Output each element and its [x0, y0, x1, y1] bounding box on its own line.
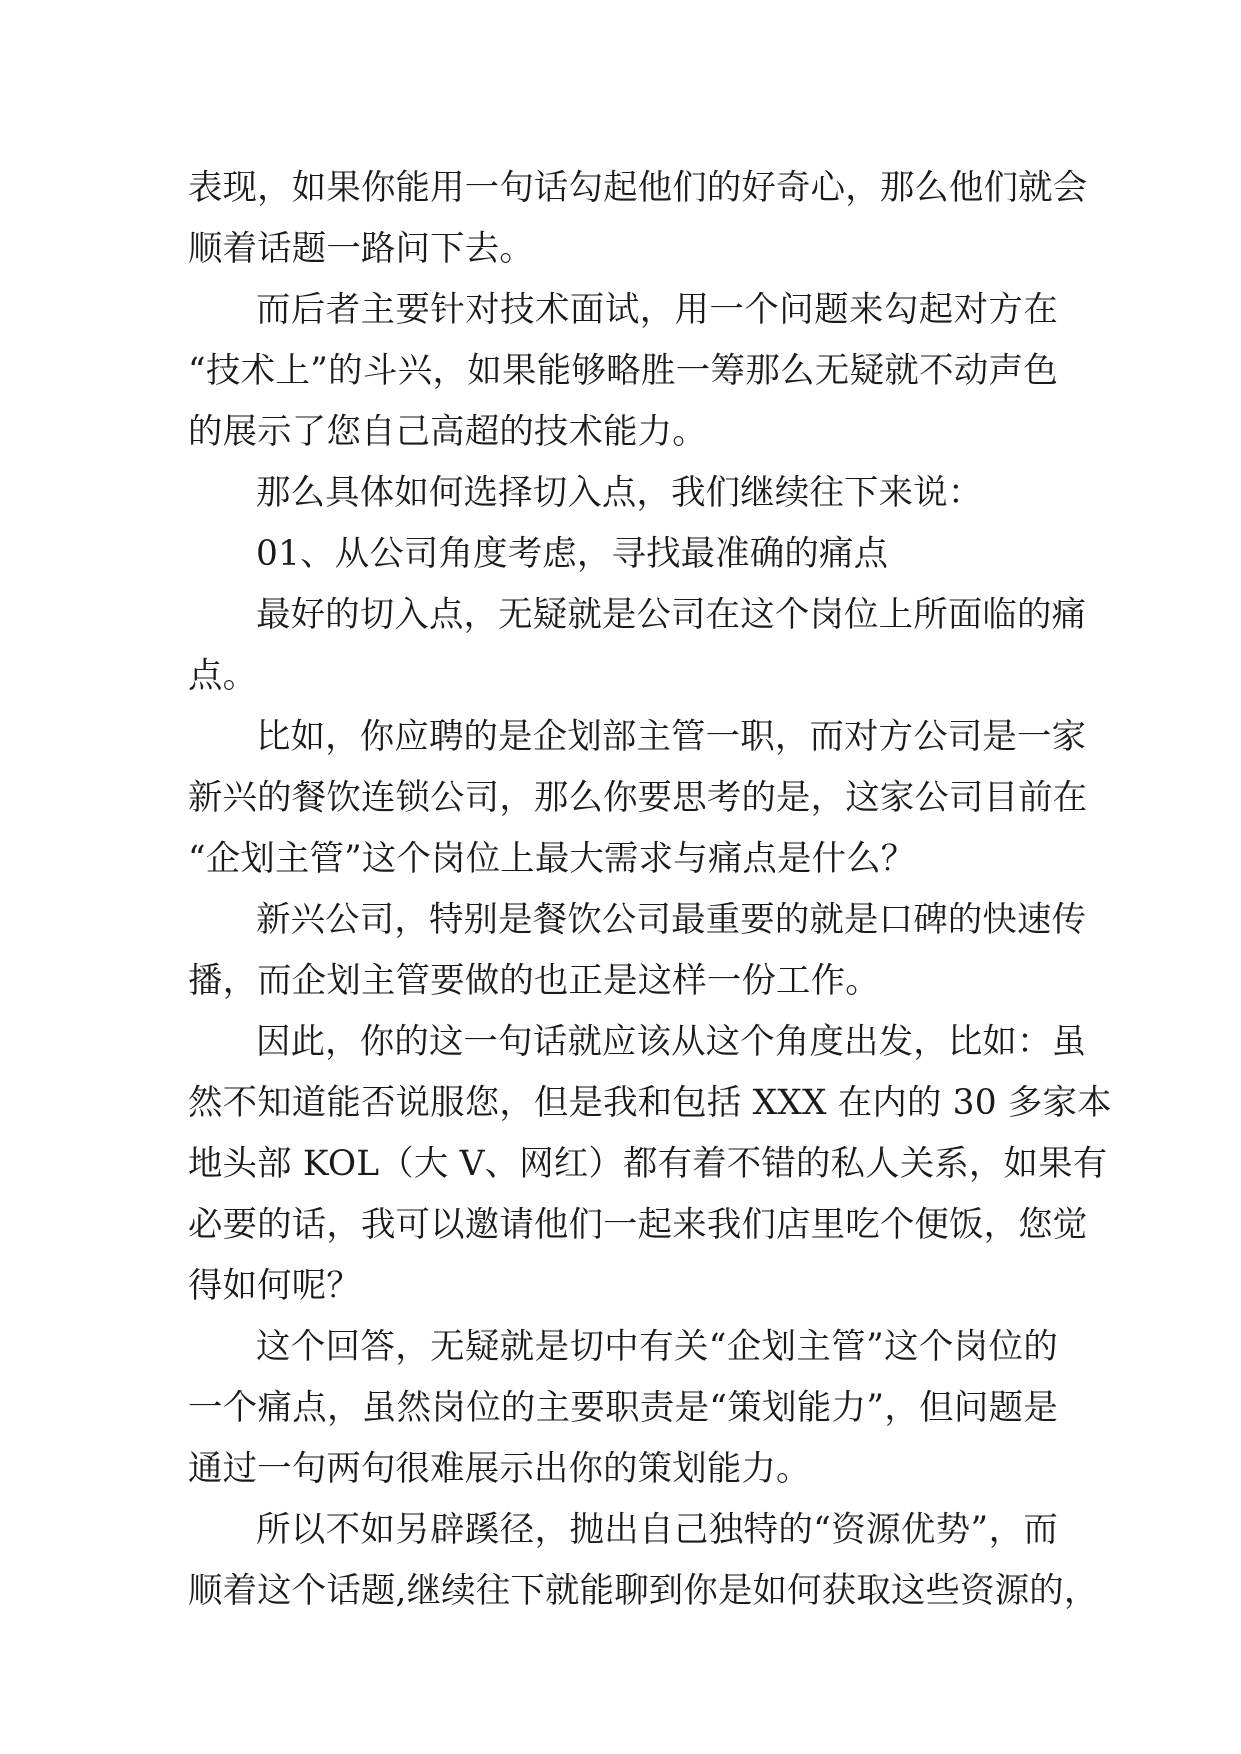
- text-line: 表现，如果你能用一句话勾起他们的好奇心，那么他们就会: [188, 168, 1088, 208]
- paragraph-start-line: 这个回答，无疑就是切中有关“企划主管”这个岗位的: [256, 1327, 1058, 1367]
- text-line: 顺着这个话题,继续往下就能聊到你是如何获取这些资源的，: [188, 1571, 1099, 1611]
- text-line: 顺着话题一路问下去。: [188, 229, 534, 269]
- paragraph-start-line: 那么具体如何选择切入点，我们继续往下来说：: [256, 473, 983, 513]
- paragraph-start-line: 比如，你应聘的是企划部主管一职，而对方公司是一家: [256, 717, 1087, 757]
- paragraph-start-line: 最好的切入点，无疑就是公司在这个岗位上所面临的痛: [256, 595, 1087, 635]
- text-line: 的展示了您自己高超的技术能力。: [188, 412, 707, 452]
- paragraph-start-line: 而后者主要针对技术面试，用一个问题来勾起对方在: [256, 290, 1058, 330]
- paragraph-start-line: 所以不如另辟蹊径，抛出自己独特的“资源优势”，而: [256, 1510, 1058, 1550]
- text-line: “企划主管”这个岗位上最大需求与痛点是什么？: [188, 839, 916, 879]
- text-line: 地头部 KOL（大 V、网红）都有着不错的私人关系，如果有: [188, 1144, 1108, 1184]
- text-line: 新兴的餐饮连锁公司，那么你要思考的是，这家公司目前在: [188, 778, 1088, 818]
- text-line: 播，而企划主管要做的也正是这样一份工作。: [188, 961, 880, 1001]
- text-line: 一个痛点，虽然岗位的主要职责是“策划能力”，但问题是: [188, 1388, 1058, 1428]
- text-line: 得如何呢？: [188, 1266, 361, 1306]
- section-heading: 01、从公司角度考虑，寻找最准确的痛点: [256, 534, 889, 574]
- text-line: “技术上”的斗兴，如果能够略胜一筹那么无疑就不动声色: [188, 351, 1058, 391]
- text-line: 通过一句两句很难展示出你的策划能力。: [188, 1449, 811, 1489]
- text-line: 必要的话，我可以邀请他们一起来我们店里吃个便饭，您觉: [188, 1205, 1088, 1245]
- document-body: [188, 158, 1112, 1622]
- paragraph-start-line: 因此，你的这一句话就应该从这个角度出发，比如：虽: [256, 1022, 1087, 1062]
- text-line: 点。: [188, 656, 258, 696]
- text-line: 然不知道能否说服您，但是我和包括 XXX 在内的 30 多家本: [188, 1083, 1112, 1123]
- paragraph-start-line: 新兴公司，特别是餐饮公司最重要的就是口碑的快速传: [256, 900, 1087, 940]
